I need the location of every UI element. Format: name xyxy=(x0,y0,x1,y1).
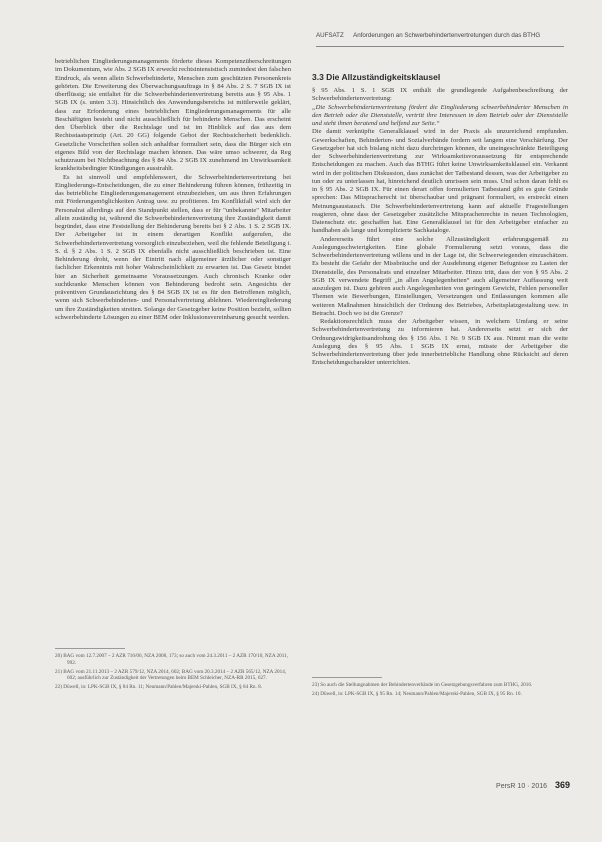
right-paragraph: Die damit verknüpfte Generalklausel wird in der Praxis als unzureichend empfunden. Gewerkschaften, Behinderten- und Sozialverbände fordern seit langem eine Verschärfung. Der Gesetzgeber hat sich bislang nicht dazu durchringen können, die uneingeschränkte Beteiligung der Schwerbehindertenvertretung zur Wirksamkeitsvoraussetzung für entsprechende Entscheidungen zu machen. Auch das BTHG führt keine Unwirksamkeitsklausel ein. Verkannt wird in der politischen Diskussion, dass zunächst der Tatbestand dessen, was der Arbeitgeber zu tun oder zu unterlassen hat, hinreichend deutlich umrissen sein muss. Und schon daran fehlt es in § 95 Abs. 2 SGB IX. Für einen derart offen formulierten Tatbestand gibt es gute Gründe sprechen: Das Mitspracherecht ist überschaubar und prägnant formuliert, es erstreckt einen Meinungsaustausch. Die Schwerbehindertenvertretung kann auf aktuelle Fragestellungen reagieren, ohne dass der Gesetzgeber zusätzliche Mitsprachenrechte in neuen Technologien, Datenschutz etc. geschaffen hat. Eine Generalklausel ist für den Arbeitgeber einfacher zu handhaben als lange und komplizierte Sachkataloge. xyxy=(312,128,568,235)
journal-issue: PersR 10 · 2016 xyxy=(496,783,548,790)
footnotes-right xyxy=(312,677,568,797)
page-number: 369 xyxy=(554,780,570,790)
header-section: AUFSATZ xyxy=(316,32,344,39)
section-heading: 3.3 Die Allzuständigkeitsklausel xyxy=(312,72,441,82)
left-paragraph: betrieblichen Eingliederungsmanagements förderte dieses Kompetenzüberschreitungen im Dokumentum, wie Abs. 2 SGB IX erweckt rechtsintensistisch zumindest den falschen Eindruck, als wenn allein Schwerbehinderte, Menschen zum geschützten Personenkreis gehörten. Die Erweiterung des Überwachungsauftrags in § 84 Abs. 2 S. 7 SGB IX ist überflüssig; sie entfaltet für die Schwerbehindertenvertretung bereits aus § 95 Abs. 1 SGB IX (s. unten 3.3). Hinsichtlich des Anwendungsbereichs ist mittlerweile geklärt, dass zur Erforderung eines betrieblichen Eingliederungsmanagements für alle Beschäftigten besteht und nicht ausschließlich für behinderte Menschen. Das erscheint den Überblick über die Rechtslage und ist im Hinblick auf das aus dem Rechtsstaatsprinzip (Art. 20 GG) folgende Gebot der Rechtssicherheit bedenklich. Gesetzliche Vorschriften sollen sich anhaltbar formuliert sein, dass die Bürger sich ein eigenes Bild von der Rechtslage machen können. Das wäre umso schwerer, da Reg schutzraum bei Nichtbeachtung des § 84 Abs. 2 SGB IX zunehmend im Unwirksamkeit krankheitsbedingter Kündigungen ausstrahlt. xyxy=(55,58,291,173)
right-paragraph: Andererseits führt eine solche Allzuständigkeit erfahrungsgemäß zu Auslegungsschwierigkeiten. Eine globale Formulierung setzt voraus, dass die Schwerbehindertenvertretung willens und in der Lage ist, die Schwerwiegenden einzuschätzen. Es besteht die Gefahr der Missbräuche und der Ausdehnung eigener Befugnisse zu Lasten der Dienststelle, des Personalrats und einzelner Mitarbeiter. Hinzu tritt, dass der von § 95 Abs. 2 SGB IX verwendete Begriff „in allen Angelegenheiten“ auch allgemeiner Auffassung weit auszulegen ist. Dazu gehören auch Angelegenheiten von geringem Gewicht, Fehlen personeller Themen wie Bewerbungen, Einstellungen, Versetzungen und Entlassungen kommen alle weiteren Maßnahmen hinsichtlich der Ordnung des Betriebes, Arbeitsplatzgestaltung usw. in Betracht. Doch wo ist die Grenze? xyxy=(312,235,568,317)
header-title: Anforderungen an Schwerbehindertenvertretungen durch das BTHG xyxy=(353,32,541,39)
left-paragraph: Es ist sinnvoll und empfehlenswert, die Schwerbehindertenvertretung bei Eingliederungs-Entscheidungen, die zu einer Behinderung führen können, frühzeitig in das betriebliche Eingliederungsmanagement einzubeziehen, um aus ihren Erfahrungen mit Förderungsmöglichkeiten Antrag usw. zu profitieren. Im Konfliktfall wird sich der Personalrat allerdings auf den Standpunkt stellen, dass er für "unbekannte" Mitarbeiter allein zuständig ist, während die Schwerbehindertenvertretung ihre Zuständigkeit damit begründet, dass eine Feststellung der Behinderung bereits bei § 2 Abs. 1 S. 2 SGB IX. Der Arbeitgeber ist in einem derartigen Konflikt aufgerufen, die Schwerbehindertenvertretung vorsorglich einzubeziehen, weil die fehlende Beteiligung i. S. d. § 2 Abs. 1 S. 2 SGB IX ebenfalls nicht ausschließlich beschrieben ist. Eine Behinderung droht, wenn der Eintritt nach allgemeiner ärztlicher oder sonstiger fachlicher Erkenntnis mit hoher Wahrscheinlichkeit zu erwarten ist. Das Gesetz bindet hier an Sicherheit gemeinsame Voraussetzungen. Auch chronisch Kranke oder suchtkranke Menschen können von Behinderung bedroht sein. Angesichts der präventiven Grundausrichtung des § 84 SGB IX ist es für den Betroffenen möglich, wenn sich Schwerbehinderten- und Personalvertretung ablehnen. Wiedereingliederung um ihre Zuständigkeiten streiten. Solange der Gesetzgeber keine Position bezieht, sollten schwerbehinderte Lösungen zu einer BEM oder Inklusionsvereinbarung gesucht werden. xyxy=(55,173,291,321)
running-header xyxy=(316,32,564,47)
footnote: 20) BAG vom 12.7.2007 – 2 AZR 716/06, NZA 2008, 173; so auch vom 24.3.2011 – 2 AZR 170/10, NZA 2011, 992. xyxy=(55,653,289,666)
section-intro: § 95 Abs. 1 S. 1 SGB IX enthält die grundlegende Aufgabenbeschreibung der Schwerbehindertenvertretung: xyxy=(312,87,568,103)
right-paragraph: Redaktionsrechtlich muss der Arbeitgeber wissen, in welchem Umfang er seine Schwerbehindertenvertretung zu informieren hat. Andererseits setzt er sich der Ordnungswidrigkeitsandrohung des § 156 Abs. 1 Nr. 9 SGB IX aus. Nimmt man die weite Auslegung des § 95 Abs. 1 SGB IX ernst, müsste der Arbeitgeber die Schwerbehindertenvertretung über jede innerbetriebliche Handlung ohne Rücksicht auf deren Entscheidungscharakter unterrichten. xyxy=(312,318,568,367)
footnotes-left xyxy=(55,648,291,793)
footnote: 21) BAG vom 21.11.2013 – 2 AZR 579/12, NZA 2014, 602; BAG vom 20.3.2014 – 2 AZR 565/12, NZA 2014, 602; ausführlich zur Zuständigkeit der Vertretungen beim BEM Schleicher, NZA-RR 2015, 627. xyxy=(55,668,287,682)
left-column xyxy=(55,58,291,618)
right-column xyxy=(312,58,568,668)
page-footer xyxy=(470,780,570,794)
footnote-rule xyxy=(312,677,382,678)
footnote: 24) Düwell, in: LPK-SGB IX, § 95 Rn. 14; Neumann/Pahlen/Majerski-Pahlen, SGB IX, § 95 Rn. 10. xyxy=(312,690,522,697)
footnote-rule xyxy=(55,648,125,649)
footnote: 23) So auch die Stellungnahmen der Behindertenverbände im Gesetzgebungsverfahren zum BTHG, 2016. xyxy=(312,682,533,688)
statute-quote: „Die Schwerbehindertenvertretung fördert die Eingliederung schwerbehinderter Menschen in den Betrieb oder die Dienststelle, vertritt ihre Interessen in dem Betrieb oder der Dienststelle und steht ihnen beratend und helfend zur Seite.“ xyxy=(312,103,568,127)
footnote: 22) Düwell, in: LPK-SGB IX, § 84 Rn. 11; Neumann/Pahlen/Majerski-Pahlen, SGB IX, § 84 Rn. 8. xyxy=(55,684,263,691)
